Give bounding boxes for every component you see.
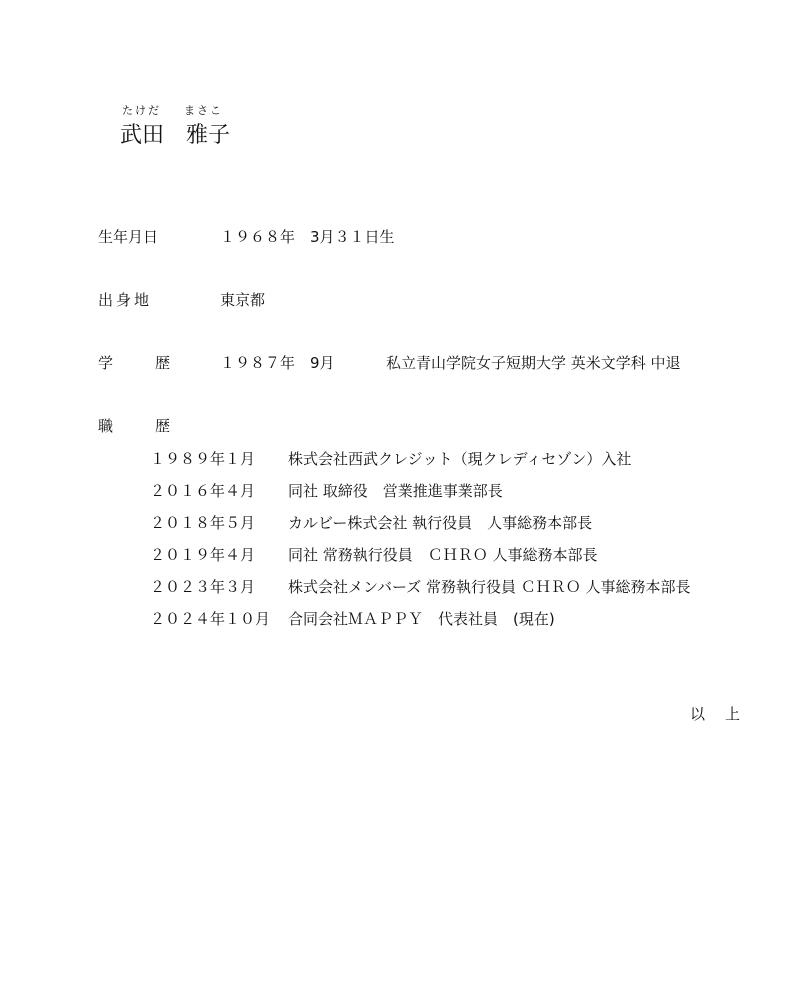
career-date: ２０１９年４月 bbox=[150, 546, 256, 564]
birthplace-value: 東京都 bbox=[220, 291, 266, 309]
given-name-ruby: まさこ bbox=[184, 104, 223, 117]
career-text: 同社 取締役 営業推進事業部長 bbox=[288, 482, 503, 500]
career-date: １９８９年１月 bbox=[150, 450, 256, 468]
career-label: 職歴 bbox=[98, 417, 213, 435]
birth-value: １９６８年 3月３１日生 bbox=[220, 228, 395, 246]
career-text: 株式会社西武クレジット（現クレディセゾン）入社 bbox=[288, 450, 632, 468]
family-name-ruby: たけだ bbox=[122, 104, 161, 117]
career-date: ２０１６年４月 bbox=[150, 482, 256, 500]
education-label: 学歴 bbox=[98, 354, 213, 372]
education-text: 私立青山学院女子短期大学 英米文学科 中退 bbox=[386, 354, 681, 372]
career-text: 株式会社メンバーズ 常務執行役員 ＣＨＲＯ 人事総務本部長 bbox=[288, 578, 691, 596]
birthplace-label: 出身地 bbox=[98, 291, 153, 309]
given-name: 雅子 bbox=[186, 123, 231, 148]
birth-label: 生年月日 bbox=[98, 228, 159, 246]
career-text: 同社 常務執行役員 ＣＨＲＯ 人事総務本部長 bbox=[288, 546, 598, 564]
career-date: ２０２３年３月 bbox=[150, 578, 256, 596]
family-name: 武田 bbox=[120, 123, 165, 148]
career-date: ２０２４年１０月 bbox=[150, 610, 271, 628]
career-date: ２０１８年５月 bbox=[150, 514, 256, 532]
career-text: 合同会社ＭＡＰＰＹ 代表社員 (現在) bbox=[288, 610, 555, 628]
education-date: １９８７年 9月 bbox=[220, 354, 335, 372]
closing-mark: 以上 bbox=[690, 705, 761, 723]
career-text: カルビー株式会社 執行役員 人事総務本部長 bbox=[288, 514, 593, 532]
